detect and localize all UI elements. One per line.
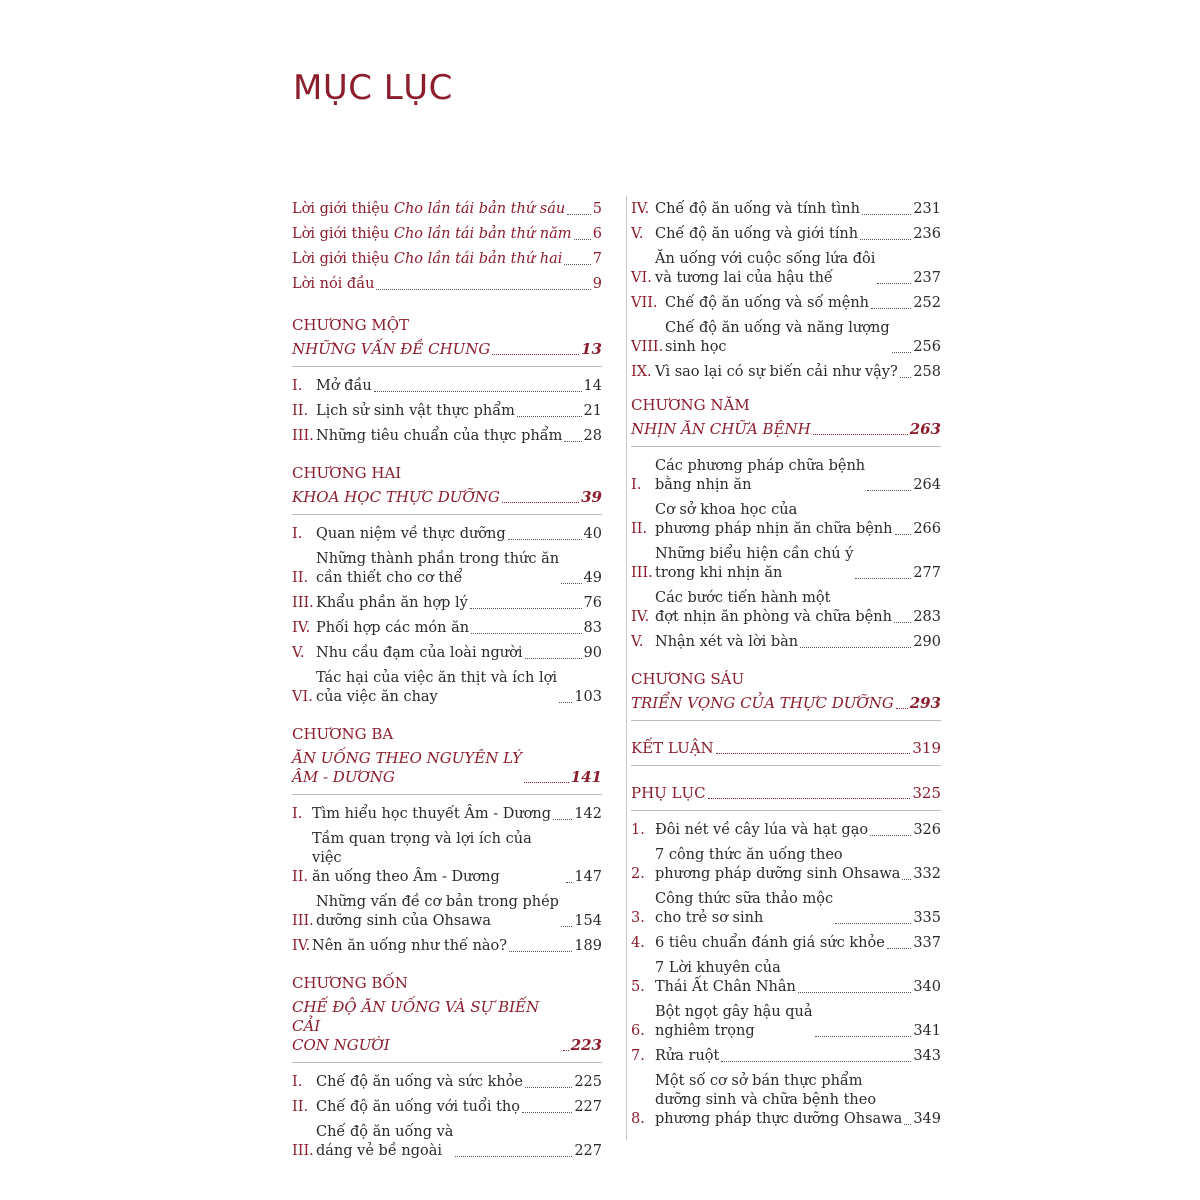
- leader-dots: [896, 708, 908, 709]
- entry-title: Nên ăn uống như thế nào?: [312, 938, 508, 954]
- leader-dots: [553, 819, 572, 820]
- toc-entry[interactable]: [631, 890, 941, 928]
- entry-title: Ăn uống với cuộc sống lứa đôi và tương lai của hậu thế: [655, 251, 876, 286]
- entry-title: Công thức sữa thảo mộc cho trẻ sơ sinh: [655, 891, 834, 926]
- leader-dots: [798, 992, 911, 993]
- entry-title: Các phương pháp chữa bệnh bằng nhịn ăn: [655, 458, 866, 493]
- intro-italic: Cho lần tái bản thứ hai: [393, 251, 563, 267]
- leader-dots: [563, 1050, 569, 1051]
- leader-dots: [524, 782, 569, 783]
- entry-number: VI.: [631, 270, 652, 286]
- chapter-title-text: CHẾ ĐỘ ĂN UỐNG VÀ SỰ BIẾN CẢI CON NGƯỜI: [292, 998, 540, 1054]
- page-number: 103: [574, 689, 602, 705]
- page-number: 39: [581, 488, 602, 506]
- page-number: 258: [913, 364, 941, 380]
- page-number: 223: [570, 1036, 602, 1054]
- entry-number: V.: [631, 634, 644, 650]
- intro-prefix: Lời giới thiệu: [292, 226, 394, 242]
- chapter-four: [292, 974, 602, 1161]
- leader-dots: [374, 391, 582, 392]
- chapter-rule: [292, 1062, 602, 1063]
- chapter-one: [292, 316, 602, 446]
- leader-dots: [561, 583, 581, 584]
- entry-title: Phối hợp các món ăn: [316, 620, 470, 636]
- toc-entry[interactable]: [292, 594, 602, 613]
- page-number: 6: [592, 226, 602, 242]
- leader-dots: [902, 879, 911, 880]
- entry-title: Chế độ ăn uống với tuổi thọ: [316, 1099, 520, 1115]
- entry-number: 2.: [631, 866, 645, 882]
- toc-entry[interactable]: [631, 250, 941, 288]
- entry-number: VIII.: [631, 339, 664, 355]
- leader-dots: [815, 1036, 912, 1037]
- page-number: 5: [592, 201, 602, 217]
- entry-title: Một số cơ sở bán thực phẩm dưỡng sinh và chữa bệnh theo phương pháp thực dưỡng Ohsawa: [655, 1073, 903, 1127]
- entry-title: Bột ngọt gây hậu quả nghiêm trọng: [655, 1004, 813, 1039]
- page-number: 343: [913, 1048, 941, 1064]
- chapter-title[interactable]: [631, 420, 941, 439]
- section-rule: [631, 765, 941, 766]
- entry-title: Lời nói đầu: [292, 276, 375, 292]
- toc-entry[interactable]: [292, 275, 602, 294]
- page-number: 256: [913, 339, 941, 355]
- toc-entry[interactable]: [631, 1003, 941, 1041]
- entry-title: Tìm hiểu học thuyết Âm - Dương: [312, 806, 552, 822]
- entry-number: 8.: [631, 1111, 645, 1127]
- chapter-title[interactable]: [292, 749, 602, 787]
- chapter-label: CHƯƠNG MỘT: [292, 316, 410, 334]
- leader-dots: [574, 239, 591, 240]
- toc-entry[interactable]: [631, 1072, 941, 1129]
- toc-entry[interactable]: [631, 200, 941, 219]
- entry-title: Tác hại của việc ăn thịt và ích lợi của việc ăn chay: [316, 670, 557, 705]
- page-number: 349: [913, 1111, 941, 1127]
- toc-entry[interactable]: [631, 633, 941, 652]
- toc-right-column: [631, 200, 941, 1147]
- leader-dots: [716, 753, 911, 754]
- toc-entry[interactable]: [292, 250, 602, 269]
- page-number: 264: [913, 477, 941, 493]
- toc-entry[interactable]: [631, 589, 941, 627]
- entry-title: Những tiêu chuẩn của thực phẩm: [316, 428, 563, 444]
- entry-number: II.: [292, 403, 309, 419]
- entry-number: IX.: [631, 364, 652, 380]
- toc-entry[interactable]: [631, 821, 941, 840]
- leader-dots: [871, 308, 911, 309]
- leader-dots: [492, 354, 579, 355]
- chapter-four-continued: [631, 200, 941, 382]
- leader-dots: [708, 798, 911, 799]
- entry-number: III.: [292, 428, 314, 444]
- entry-number: IV.: [631, 201, 650, 217]
- page-number: 326: [913, 822, 941, 838]
- leader-dots: [862, 214, 911, 215]
- leader-dots: [470, 608, 582, 609]
- entry-number: II.: [292, 570, 309, 586]
- intro-group: [292, 200, 602, 294]
- toc-entry[interactable]: [292, 550, 602, 588]
- entry-number: 1.: [631, 822, 645, 838]
- entry-title: Mở đầu: [316, 378, 372, 394]
- page-number: 21: [583, 403, 602, 419]
- chapter-title[interactable]: [292, 998, 602, 1055]
- page-number: 90: [583, 645, 602, 661]
- toc-entry[interactable]: [631, 363, 941, 382]
- entry-title: Những thành phần trong thức ăn cần thiết cho cơ thể: [316, 551, 560, 586]
- chapter-title-text: NHỊN ĂN CHỮA BỆNH: [631, 420, 811, 438]
- toc-entry[interactable]: [631, 319, 941, 357]
- page-number: 231: [913, 201, 941, 217]
- toc-entry[interactable]: [292, 937, 602, 956]
- entry-title: Những biểu hiện cần chú ý trong khi nhịn ăn: [655, 546, 854, 581]
- leader-dots: [559, 702, 572, 703]
- leader-dots: [813, 434, 908, 435]
- entry-number: 4.: [631, 935, 645, 951]
- page-number: 340: [913, 979, 941, 995]
- page-number: 28: [583, 428, 602, 444]
- leader-dots: [835, 923, 911, 924]
- chapter-title-text: NHỮNG VẤN ĐỀ CHUNG: [292, 340, 491, 358]
- entry-number: I.: [292, 526, 303, 542]
- leader-dots: [561, 926, 572, 927]
- leader-dots: [892, 352, 912, 353]
- page-number: 325: [912, 784, 941, 802]
- page-number: 14: [583, 378, 602, 394]
- leader-dots: [525, 1087, 572, 1088]
- entry-number: III.: [292, 913, 314, 929]
- leader-dots: [894, 622, 911, 623]
- toc-entry[interactable]: [292, 402, 602, 421]
- entry-title: Các bước tiến hành một đợt nhịn ăn phòng và chữa bệnh: [655, 590, 892, 625]
- entry-title: 6 tiêu chuẩn đánh giá sức khỏe: [655, 935, 885, 951]
- toc-entry[interactable]: [292, 427, 602, 446]
- page-number: 227: [574, 1143, 602, 1159]
- toc-entry[interactable]: [292, 644, 602, 663]
- leader-dots: [564, 264, 590, 265]
- page-number: 13: [581, 340, 602, 358]
- entry-number: VI.: [292, 689, 313, 705]
- leader-dots: [867, 490, 911, 491]
- column-divider: [626, 196, 627, 1140]
- conclusion-title: KẾT LUẬN: [631, 739, 714, 757]
- toc-entry[interactable]: [631, 1047, 941, 1066]
- intro-italic: Cho lần tái bản thứ sáu: [393, 201, 566, 217]
- entry-number: 3.: [631, 910, 645, 926]
- entry-number: I.: [631, 477, 642, 493]
- entry-title: Rửa ruột: [655, 1048, 720, 1064]
- chapter-rule: [631, 446, 941, 447]
- appendix-entry[interactable]: [631, 784, 941, 803]
- leader-dots: [900, 377, 912, 378]
- toc-entry[interactable]: [292, 830, 602, 887]
- page-title: MỤC LỤC: [293, 68, 453, 108]
- intro-prefix: Lời giới thiệu: [292, 201, 394, 217]
- entry-number: V.: [292, 645, 305, 661]
- chapter-title-text: KHOA HỌC THỰC DƯỠNG: [292, 488, 500, 506]
- leader-dots: [564, 441, 581, 442]
- toc-entry[interactable]: [631, 457, 941, 495]
- page-number: 76: [583, 595, 602, 611]
- page-number: 147: [574, 869, 602, 885]
- leader-dots: [800, 647, 911, 648]
- leader-dots: [860, 239, 911, 240]
- entry-title: Chế độ ăn uống và số mệnh: [665, 295, 869, 311]
- toc-entry[interactable]: [292, 525, 602, 544]
- chapter-two: [292, 464, 602, 707]
- toc-entry[interactable]: [292, 200, 602, 219]
- entry-number: I.: [292, 378, 303, 394]
- entry-number: IV.: [292, 938, 311, 954]
- leader-dots: [471, 633, 581, 634]
- page-number: 252: [913, 295, 941, 311]
- entry-title: Khẩu phần ăn hợp lý: [316, 595, 468, 611]
- page-number: 236: [913, 226, 941, 242]
- entry-number: V.: [631, 226, 644, 242]
- entry-title: Đôi nét về cây lúa và hạt gạo: [655, 822, 869, 838]
- toc-entry[interactable]: [631, 225, 941, 244]
- leader-dots: [502, 502, 579, 503]
- page-number: 141: [570, 768, 602, 786]
- leader-dots: [904, 1124, 911, 1125]
- leader-dots: [376, 289, 590, 290]
- toc-entry[interactable]: [292, 669, 602, 707]
- entry-number: III.: [292, 1143, 314, 1159]
- leader-dots: [895, 534, 912, 535]
- intro-italic: Cho lần tái bản thứ năm: [393, 226, 572, 242]
- page-number: 9: [592, 276, 602, 292]
- entry-title: Quan niệm về thực dưỡng: [316, 526, 506, 542]
- entry-number: III.: [292, 595, 314, 611]
- entry-title: 7 Lời khuyên của Thái Ất Chân Nhân: [655, 960, 796, 995]
- toc-entry[interactable]: [631, 294, 941, 313]
- entry-number: 6.: [631, 1023, 645, 1039]
- leader-dots: [870, 835, 911, 836]
- toc-entry[interactable]: [292, 805, 602, 824]
- leader-dots: [508, 539, 582, 540]
- entry-number: III.: [631, 565, 653, 581]
- page-number: 319: [912, 739, 941, 757]
- page-number: 237: [913, 270, 941, 286]
- chapter-rule: [292, 366, 602, 367]
- page-number: 142: [574, 806, 602, 822]
- entry-number: 5.: [631, 979, 645, 995]
- entry-title: Chế độ ăn uống và giới tính: [655, 226, 859, 242]
- page-number: 40: [583, 526, 602, 542]
- entry-number: I.: [292, 1074, 303, 1090]
- entry-number: II.: [631, 521, 648, 537]
- chapter-label: CHƯƠNG HAI: [292, 464, 402, 482]
- leader-dots: [522, 1112, 572, 1113]
- chapter-five: [631, 396, 941, 652]
- page-number: 189: [574, 938, 602, 954]
- chapter-rule: [292, 514, 602, 515]
- toc-entry[interactable]: [292, 1123, 602, 1161]
- toc-entry[interactable]: [292, 377, 602, 396]
- entry-title: Cơ sở khoa học của phương pháp nhịn ăn chữa bệnh: [655, 502, 893, 537]
- toc-entry[interactable]: [292, 893, 602, 931]
- leader-dots: [525, 658, 582, 659]
- page-number: 83: [583, 620, 602, 636]
- page-number: 7: [592, 251, 602, 267]
- leader-dots: [855, 578, 911, 579]
- leader-dots: [567, 214, 591, 215]
- entry-title: Lịch sử sinh vật thực phẩm: [316, 403, 515, 419]
- entry-number: VII.: [631, 295, 658, 311]
- entry-title: Nhận xét và lời bàn: [655, 634, 799, 650]
- chapter-title-text: TRIỂN VỌNG CỦA THỰC DƯỠNG: [631, 694, 894, 712]
- chapter-label: CHƯƠNG SÁU: [631, 670, 745, 688]
- section-rule: [631, 810, 941, 811]
- chapter-title[interactable]: [631, 694, 941, 713]
- page-number: 335: [913, 910, 941, 926]
- entry-title: Chế độ ăn uống và năng lượng sinh học: [665, 320, 890, 355]
- leader-dots: [721, 1061, 911, 1062]
- entry-title: Tầm quan trọng và lợi ích của việc ăn uống theo Âm - Dương: [312, 831, 532, 885]
- page-number: 263: [909, 420, 941, 438]
- leader-dots: [517, 416, 582, 417]
- entry-title: Chế độ ăn uống và tính tình: [655, 201, 860, 217]
- toc-left-column: [292, 200, 602, 1179]
- entry-title: 7 công thức ăn uống theo phương pháp dưỡng sinh Ohsawa: [655, 847, 901, 882]
- leader-dots: [509, 951, 572, 952]
- leader-dots: [877, 283, 911, 284]
- page-number: 332: [913, 866, 941, 882]
- toc-entry[interactable]: [292, 1073, 602, 1092]
- entry-number: I.: [292, 806, 303, 822]
- entry-number: II.: [292, 1099, 309, 1115]
- chapter-label: CHƯƠNG BỐN: [292, 974, 408, 992]
- chapter-title[interactable]: [292, 488, 602, 507]
- chapter-label: CHƯƠNG BA: [292, 725, 394, 743]
- chapter-title-text: ĂN UỐNG THEO NGUYÊN LÝ ÂM - DƯƠNG: [292, 749, 523, 786]
- entry-number: IV.: [631, 609, 650, 625]
- toc-entry[interactable]: [631, 959, 941, 997]
- conclusion-entry[interactable]: [631, 739, 941, 758]
- page-number: 277: [913, 565, 941, 581]
- page-number: 341: [913, 1023, 941, 1039]
- page-number: 283: [913, 609, 941, 625]
- page-number: 290: [913, 634, 941, 650]
- page-number: 293: [909, 694, 941, 712]
- appendix-title: PHỤ LỤC: [631, 784, 706, 802]
- page-number: 49: [583, 570, 602, 586]
- chapter-six: [631, 670, 941, 721]
- page-number: 337: [913, 935, 941, 951]
- leader-dots: [455, 1156, 572, 1157]
- toc-entry[interactable]: [631, 501, 941, 539]
- page-number: 227: [574, 1099, 602, 1115]
- toc-entry[interactable]: [631, 846, 941, 884]
- toc-entry[interactable]: [292, 225, 602, 244]
- entry-title: Chế độ ăn uống và sức khỏe: [316, 1074, 524, 1090]
- entry-title: Vì sao lại có sự biến cải như vậy?: [655, 364, 898, 380]
- chapter-rule: [631, 720, 941, 721]
- page-number: 225: [574, 1074, 602, 1090]
- toc-entry[interactable]: [631, 545, 941, 583]
- entry-number: IV.: [292, 620, 311, 636]
- leader-dots: [887, 948, 912, 949]
- entry-title: Những vấn đề cơ bản trong phép dưỡng sinh của Ohsawa: [316, 894, 559, 929]
- entry-title: Chế độ ăn uống và dáng vẻ bề ngoài: [316, 1124, 454, 1159]
- leader-dots: [566, 882, 572, 883]
- entry-number: 7.: [631, 1048, 645, 1064]
- conclusion-section: [631, 739, 941, 766]
- toc-entry[interactable]: [292, 619, 602, 638]
- chapter-rule: [292, 794, 602, 795]
- toc-entry[interactable]: [292, 1098, 602, 1117]
- chapter-label: CHƯƠNG NĂM: [631, 396, 750, 414]
- chapter-title[interactable]: [292, 340, 602, 359]
- page-number: 154: [574, 913, 602, 929]
- page-number: 266: [913, 521, 941, 537]
- chapter-three: [292, 725, 602, 956]
- toc-entry[interactable]: [631, 934, 941, 953]
- entry-title: Nhu cầu đạm của loài người: [316, 645, 523, 661]
- entry-number: II.: [292, 869, 309, 885]
- intro-prefix: Lời giới thiệu: [292, 251, 394, 267]
- appendix-section: [631, 784, 941, 1129]
